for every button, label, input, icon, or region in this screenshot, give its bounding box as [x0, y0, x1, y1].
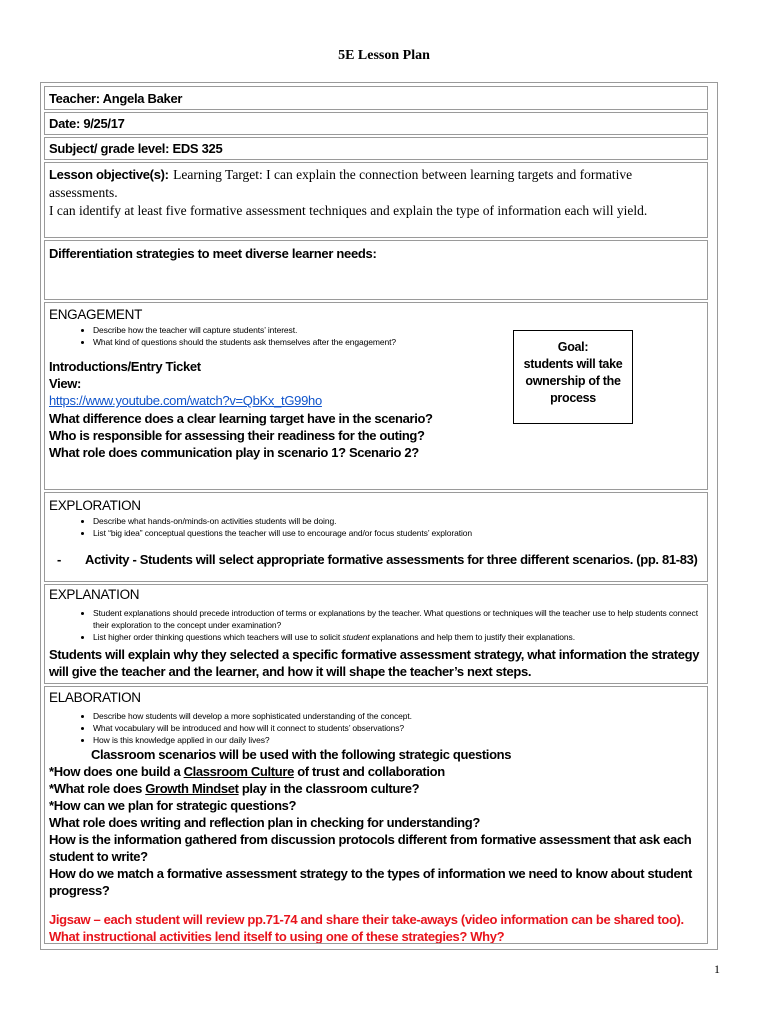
goal-line: students will take	[523, 357, 623, 371]
exploration-heading: EXPLORATION	[49, 498, 141, 513]
engagement-intro: Introductions/Entry Ticket	[49, 359, 201, 374]
date-cell	[44, 112, 708, 135]
list-item: • Describe what hands-on/minds-on activities students will be doing.	[93, 515, 703, 527]
engagement-question: Who is responsible for assessing their readiness for the outing?	[49, 428, 425, 443]
list-item: • Describe how the teacher will capture students’ interest.	[93, 324, 703, 336]
subject-text: Subject/ grade level: EDS 325	[49, 141, 223, 156]
elaboration-question: *How does one build a Classroom Culture of trust and collaboration	[49, 764, 445, 779]
differentiation-text: Differentiation strategies to meet diverse learner needs:	[49, 246, 377, 261]
elaboration-bullets	[49, 710, 703, 746]
list-item: • Student explanations should precede introduction of terms or explanations by the teacher. What questions or techniques will the teacher use to help students connect their exploration to the concept under examination?	[93, 607, 703, 631]
elaboration-heading: ELABORATION	[49, 690, 141, 705]
activity-text: Activity - Students will select appropriate formative assessments for three different scenarios. (pp. 81-83)	[85, 552, 698, 567]
elaboration-question: *What role does Growth Mindset play in the classroom culture?	[49, 781, 420, 796]
elaboration-question: *How can we plan for strategic questions?	[49, 798, 297, 813]
engagement-question: What role does communication play in scenario 1? Scenario 2?	[49, 445, 419, 460]
youtube-link[interactable]: https://www.youtube.com/watch?v=QbKx_tG99ho	[49, 393, 322, 408]
elaboration-question: What role does writing and reflection plan in checking for understanding?	[49, 815, 480, 830]
page-number: 1	[714, 962, 720, 976]
teacher-cell	[44, 86, 708, 110]
list-item: • List higher order thinking questions which teachers will use to solicit student explanations and help them to justify their explanations.	[93, 631, 703, 643]
goal-line: ownership of the	[525, 374, 621, 388]
engagement-question: What difference does a clear learning target have in the scenario?	[49, 411, 433, 426]
objective-line-2: I can identify at least five formative assessment techniques and explain the type of information each will yield.	[49, 203, 648, 218]
list-item: • What kind of questions should the students ask themselves after the engagement?	[93, 336, 703, 348]
elaboration-intro: Classroom scenarios will be used with the following strategic questions	[91, 747, 512, 762]
explanation-body: Students will explain why they selected a specific formative assessment strategy, what information the strategy will give the teacher and the learner, and how it will shape the teacher’s next steps.	[49, 647, 700, 679]
engagement-view-label: View:	[49, 376, 81, 391]
goal-line: Goal:	[557, 340, 589, 354]
elaboration-cell	[44, 686, 708, 944]
explanation-heading: EXPLANATION	[49, 587, 140, 602]
instructional-activities-question: What instructional activities lend itself to using one of these strategies? Why?	[49, 929, 505, 944]
objective-cell	[44, 162, 708, 238]
differentiation-cell	[44, 240, 708, 300]
exploration-bullets	[49, 515, 703, 539]
date-text: Date: 9/25/17	[49, 116, 125, 131]
explanation-cell	[44, 584, 708, 684]
teacher-text: Teacher: Angela Baker	[49, 91, 183, 106]
list-item: • Describe how students will develop a more sophisticated understanding of the concept.	[93, 710, 703, 722]
jigsaw-instruction: Jigsaw – each student will review pp.71-74 and share their take-aways (video information can be shared too).	[49, 912, 684, 927]
elaboration-question: How do we match a formative assessment strategy to the types of information we need to know about student progress?	[49, 866, 692, 898]
page-title: 5E Lesson Plan	[338, 48, 430, 63]
objective-label: Lesson objective(s):	[49, 167, 169, 182]
goal-box	[513, 330, 633, 424]
goal-line: process	[550, 391, 596, 405]
activity-dash: -	[57, 552, 61, 567]
subject-cell	[44, 137, 708, 160]
list-item: • What vocabulary will be introduced and how will it connect to students’ observations?	[93, 722, 703, 734]
exploration-cell	[44, 492, 708, 582]
objective-line-1: Learning Target: I can explain the connection between learning targets and formative assessments.	[49, 167, 633, 200]
exploration-activity	[49, 551, 703, 568]
engagement-heading: ENGAGEMENT	[49, 307, 143, 322]
list-item: • How is this knowledge applied in our daily lives?	[93, 734, 703, 746]
list-item: • List “big idea” conceptual questions the teacher will use to encourage and/or focus students’ exploration	[93, 527, 703, 539]
explanation-bullets	[49, 607, 703, 643]
elaboration-question: How is the information gathered from discussion protocols different from formative assessment that ask each student to write?	[49, 832, 692, 864]
